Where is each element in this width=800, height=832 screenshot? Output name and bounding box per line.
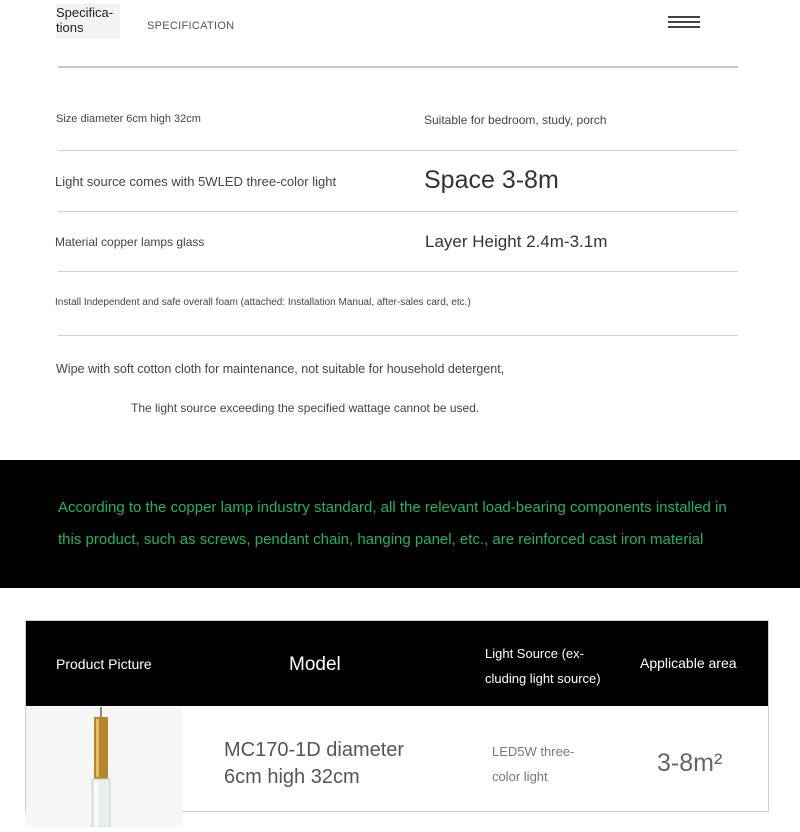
divider (58, 66, 738, 68)
divider (58, 271, 738, 272)
cell-model: MC170-1D diameter 6cm high 32cm (224, 739, 405, 788)
header-applicable-area: Applicable area (640, 655, 737, 671)
product-picture (26, 707, 182, 827)
page-subtitle: SPECIFICATION (147, 20, 235, 32)
spec-space: Space 3-8m (424, 166, 559, 194)
pendant-lamp-icon (26, 707, 182, 827)
banner-text: According to the copper lamp industry standard, all the relevant load-bearing components installed in this product, such as screws, pendant chain, hanging panel, etc., are reinforced cast iron material (58, 499, 727, 548)
spec-install: Install Independent and safe overall foam (attached: Installation Manual, after-sales card, etc.) (55, 297, 471, 308)
header-product-picture: Product Picture (56, 656, 152, 672)
spec-layer-height: Layer Height 2.4m-3.1m (425, 232, 608, 251)
spec-material: Material copper lamps glass (55, 235, 205, 249)
product-table (25, 620, 769, 812)
cell-light-source: LED5W three- color light (492, 744, 575, 784)
divider (58, 211, 738, 212)
table-header (26, 621, 768, 706)
spec-suitable: Suitable for bedroom, study, porch (424, 113, 607, 127)
spec-size: Size diameter 6cm high 32cm (56, 113, 201, 125)
spec-warning: The light source exceeding the specified wattage cannot be used. (131, 401, 480, 415)
page-title: Specifica- tions (56, 4, 120, 39)
header-model: Model (289, 654, 341, 675)
menu-icon[interactable] (668, 15, 700, 31)
info-banner (0, 460, 800, 588)
spec-light-source: Light source comes with 5WLED three-color light (55, 174, 337, 189)
divider (58, 150, 738, 151)
cell-area: 3-8m² (657, 749, 723, 777)
spec-maintenance: Wipe with soft cotton cloth for maintenance, not suitable for household detergent, (56, 362, 505, 376)
header-light-source: Light Source (ex- cluding light source) (485, 646, 601, 686)
divider (58, 335, 738, 336)
